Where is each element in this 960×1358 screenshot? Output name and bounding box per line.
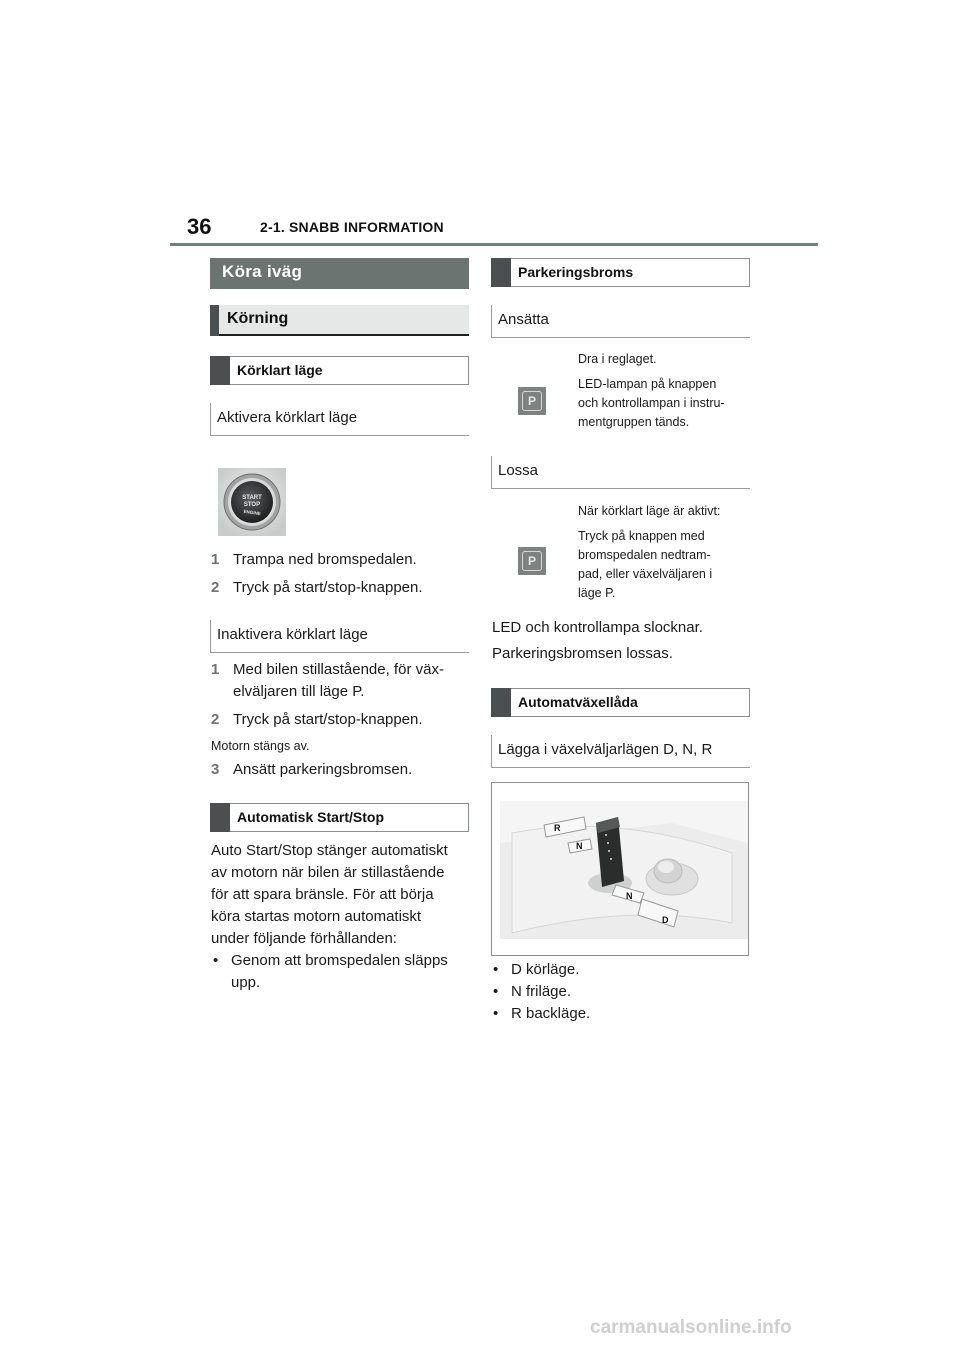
button-engine-text: ENGINE <box>243 508 262 517</box>
gear-selector-illustration <box>492 783 748 955</box>
heading-parkeringsbroms-label: Parkeringsbroms <box>518 264 634 280</box>
parking-brake-icon <box>518 547 546 575</box>
heading-bar <box>491 258 511 287</box>
step-text-line1: Med bilen stillastående, för väx- <box>233 661 444 678</box>
subheading-ansatta <box>491 305 750 338</box>
parking-brake-icon-letter: P <box>527 554 536 568</box>
instruction-line: mentgruppen tänds. <box>578 415 690 429</box>
parking-brake-icon-letter: P <box>527 394 536 408</box>
paragraph-line: köra startas motorn automatiskt <box>211 908 422 925</box>
instruction-line: LED-lampan på knappen <box>578 377 717 391</box>
paragraph-line: under följande förhållanden: <box>211 930 397 947</box>
step-text: Ansätt parkeringsbromsen. <box>233 761 413 778</box>
heading-automatvaxellada <box>491 688 750 717</box>
gear-label-r: R <box>554 823 561 833</box>
bullet-dot: • <box>493 961 499 978</box>
heading-auto-start-stop-label: Automatisk Start/Stop <box>237 809 385 825</box>
apply-instructions <box>578 350 753 432</box>
parking-brake-icon <box>518 387 546 415</box>
bullet-text: R backläge. <box>511 1005 591 1022</box>
heading-bar <box>210 356 230 385</box>
subheading-inaktivera <box>210 620 469 653</box>
subheading-vaxelvaljarlagen <box>491 735 750 768</box>
subheading-inaktivera-label: Inaktivera körklart läge <box>217 626 368 643</box>
engine-off-note: Motorn stängs av. <box>211 739 310 753</box>
paragraph-line: för att spara bränsle. För att börja <box>211 886 434 903</box>
release-text: Parkeringsbromsen lossas. <box>492 645 673 662</box>
heading-korning-label: Körning <box>227 310 289 327</box>
step-number: 3 <box>211 761 220 778</box>
bullet-line2: upp. <box>231 974 261 991</box>
step-text: Tryck på start/stop-knappen. <box>233 711 423 728</box>
instruction-line: När körklart läge är aktivt: <box>578 504 721 518</box>
step-text: Trampa ned bromspedalen. <box>233 551 417 568</box>
subheading-vaxelvaljarlagen-label: Lägga i växelväljarlägen D, N, R <box>498 741 713 758</box>
watermark[interactable]: carmanualsonline.info <box>590 1317 792 1338</box>
bullet-dot: • <box>213 952 219 969</box>
instruction-line: pad, eller växelväljaren i <box>578 567 713 581</box>
gear-label-n-upper: N <box>576 841 583 851</box>
header-divider <box>170 243 818 246</box>
gear-label-d: D <box>662 915 669 925</box>
heading-bar <box>210 803 230 832</box>
instruction-line: och kontrollampan i instru- <box>578 396 725 410</box>
start-stop-button-icon <box>218 468 286 536</box>
heading-bar <box>210 305 219 336</box>
heading-korning <box>210 305 469 336</box>
step-number: 2 <box>211 579 220 596</box>
auto-paragraph <box>211 840 473 950</box>
gear-selector-image <box>491 782 749 956</box>
page-number: 36 <box>187 214 212 239</box>
instruction-line: Tryck på knappen med <box>578 529 705 543</box>
heading-bar <box>491 688 511 717</box>
heading-kora-ivag: Köra iväg <box>210 258 469 289</box>
step-number: 1 <box>211 551 220 568</box>
subheading-aktivera <box>210 403 469 436</box>
paragraph-line: Auto Start/Stop stänger automatiskt <box>211 842 448 859</box>
step-text: Tryck på start/stop-knappen. <box>233 579 423 596</box>
step-number: 2 <box>211 711 220 728</box>
heading-auto-start-stop <box>210 803 469 832</box>
heading-korklart-lage-label: Körklart läge <box>237 362 323 378</box>
heading-automatvaxellada-label: Automatväxellåda <box>518 694 638 710</box>
subheading-aktivera-label: Aktivera körklart läge <box>217 409 358 426</box>
button-start-text: START <box>242 495 262 501</box>
step-text-line2: elväljaren till läge P. <box>233 683 365 700</box>
subheading-lossa-label: Lossa <box>498 462 539 479</box>
subheading-lossa <box>491 456 750 489</box>
gear-label-n-lower: N <box>626 891 633 901</box>
bullet-dot: • <box>493 983 499 1000</box>
bullet-dot: • <box>493 1005 499 1022</box>
step-number: 1 <box>211 661 220 678</box>
button-stop-text: STOP <box>243 502 261 508</box>
instruction-line: läge P. <box>578 586 616 600</box>
section-title: 2-1. SNABB INFORMATION <box>260 219 444 235</box>
parking-brake-icon-frame <box>522 551 542 571</box>
heading-parkeringsbroms <box>491 258 750 287</box>
start-stop-button-image <box>218 468 286 536</box>
led-text: LED och kontrollampa slocknar. <box>492 619 703 636</box>
paragraph-line: av motorn när bilen är stillastående <box>211 864 445 881</box>
bullet-text: D körläge. <box>511 961 580 978</box>
heading-korklart-lage <box>210 356 469 385</box>
release-instructions <box>578 502 753 603</box>
bullet-line1: Genom att bromspedalen släpps <box>231 952 448 969</box>
bullet-text: N friläge. <box>511 983 572 1000</box>
subheading-ansatta-label: Ansätta <box>498 311 549 328</box>
parking-brake-icon-frame <box>522 391 542 411</box>
instruction-line: Dra i reglaget. <box>578 352 657 366</box>
instruction-line: bromspedalen nedtram- <box>578 548 711 562</box>
